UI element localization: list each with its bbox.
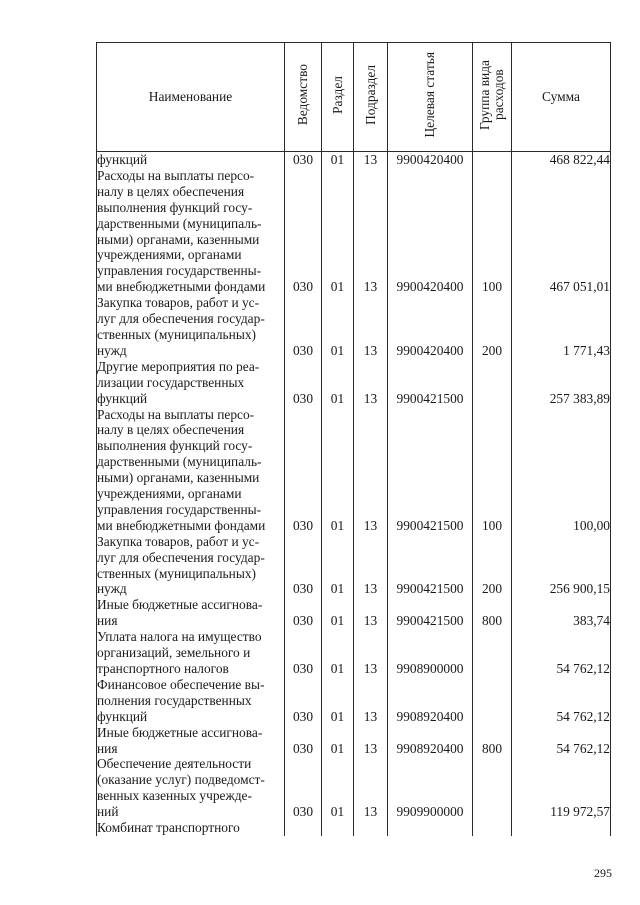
- row-expense-group: [473, 677, 512, 725]
- table-row: [97, 168, 611, 295]
- row-section: 01: [322, 756, 354, 820]
- row-department: 030: [285, 629, 322, 677]
- row-sum: 256 900,15: [512, 534, 611, 598]
- row-subsection: 13: [354, 152, 388, 168]
- table-row: [97, 359, 611, 407]
- row-sum: 100,00: [512, 407, 611, 534]
- row-target-article: 9900421500: [388, 534, 473, 598]
- row-target-article: 9900420400: [388, 168, 473, 295]
- row-department: 030: [285, 168, 322, 295]
- row-expense-group: 200: [473, 534, 512, 598]
- row-target-article: [388, 820, 473, 836]
- table-row: [97, 407, 611, 534]
- row-subsection: 13: [354, 168, 388, 295]
- table-row: [97, 152, 611, 168]
- row-section: 01: [322, 359, 354, 407]
- row-section: 01: [322, 534, 354, 598]
- row-expense-group: [473, 756, 512, 820]
- row-department: 030: [285, 407, 322, 534]
- row-department: 030: [285, 597, 322, 629]
- row-expense-group: [473, 629, 512, 677]
- row-target-article: 9900420400: [388, 295, 473, 359]
- row-subsection: [354, 820, 388, 836]
- row-section: 01: [322, 407, 354, 534]
- row-department: 030: [285, 756, 322, 820]
- row-name: Финансовое обеспечение вы- полнения государственных функций: [97, 677, 285, 725]
- row-name: Расходы на выплаты персо- налу в целях обеспечения выполнения функций госу- дарственными (муниципаль- ными) органами, казенными учреждениями, органами управления государственны- ми внебюджетными фондами: [97, 407, 285, 534]
- table-row: [97, 629, 611, 677]
- row-name: функций: [97, 152, 285, 168]
- row-name: Расходы на выплаты персо- налу в целях обеспечения выполнения функций госу- дарственными (муниципаль- ными) органами, казенными учреждениями, органами управления государственны- ми внебюджетными фондами: [97, 168, 285, 295]
- table-row: [97, 725, 611, 757]
- row-expense-group: 100: [473, 407, 512, 534]
- row-target-article: 9908900000: [388, 629, 473, 677]
- header-target-article: Целевая статья: [388, 43, 473, 152]
- row-target-article: 9900421500: [388, 359, 473, 407]
- row-subsection: 13: [354, 597, 388, 629]
- row-section: 01: [322, 168, 354, 295]
- row-subsection: 13: [354, 407, 388, 534]
- row-target-article: 9900421500: [388, 597, 473, 629]
- row-subsection: 13: [354, 677, 388, 725]
- row-sum: 54 762,12: [512, 629, 611, 677]
- row-subsection: 13: [354, 359, 388, 407]
- header-department: Ведомство: [285, 43, 322, 152]
- row-department: 030: [285, 534, 322, 598]
- row-section: 01: [322, 629, 354, 677]
- row-department: 030: [285, 295, 322, 359]
- row-sum: [512, 820, 611, 836]
- row-name: Закупка товаров, работ и ус- луг для обеспечения государ- ственных (муниципальных) нужд: [97, 534, 285, 598]
- row-subsection: 13: [354, 534, 388, 598]
- row-expense-group: 200: [473, 295, 512, 359]
- row-sum: 119 972,57: [512, 756, 611, 820]
- row-name: Комбинат транспортного: [97, 820, 285, 836]
- header-section: Раздел: [322, 43, 354, 152]
- budget-table: [96, 42, 611, 836]
- row-department: 030: [285, 359, 322, 407]
- row-expense-group: 100: [473, 168, 512, 295]
- row-expense-group: 800: [473, 597, 512, 629]
- table-row: [97, 820, 611, 836]
- row-sum: 467 051,01: [512, 168, 611, 295]
- row-expense-group: [473, 359, 512, 407]
- header-subsection: Подраздел: [354, 43, 388, 152]
- row-target-article: 9908920400: [388, 677, 473, 725]
- page-number: 295: [594, 866, 612, 880]
- table-header-row: [97, 43, 611, 152]
- row-sum: 54 762,12: [512, 677, 611, 725]
- table-row: [97, 534, 611, 598]
- row-section: [322, 820, 354, 836]
- row-section: 01: [322, 597, 354, 629]
- row-target-article: 9900421500: [388, 407, 473, 534]
- row-sum: 54 762,12: [512, 725, 611, 757]
- row-section: 01: [322, 725, 354, 757]
- table-body: [97, 152, 611, 836]
- row-name: Иные бюджетные ассигнова- ния: [97, 597, 285, 629]
- row-name: Иные бюджетные ассигнова- ния: [97, 725, 285, 757]
- table-row: [97, 295, 611, 359]
- row-expense-group: [473, 152, 512, 168]
- row-subsection: 13: [354, 629, 388, 677]
- header-name: Наименование: [97, 43, 285, 152]
- row-target-article: 9908920400: [388, 725, 473, 757]
- row-subsection: 13: [354, 725, 388, 757]
- row-department: 030: [285, 677, 322, 725]
- row-sum: 383,74: [512, 597, 611, 629]
- row-expense-group: 800: [473, 725, 512, 757]
- row-target-article: 9909900000: [388, 756, 473, 820]
- row-name: Другие мероприятия по реа- лизации государственных функций: [97, 359, 285, 407]
- row-section: 01: [322, 295, 354, 359]
- row-subsection: 13: [354, 756, 388, 820]
- table-row: [97, 597, 611, 629]
- row-name: Закупка товаров, работ и ус- луг для обеспечения государ- ственных (муниципальных) нужд: [97, 295, 285, 359]
- header-expense-group: Группа вида расходов: [473, 43, 512, 152]
- row-name: Уплата налога на имущество организаций, земельного и транспортного налогов: [97, 629, 285, 677]
- header-sum: Сумма: [512, 43, 611, 152]
- row-department: [285, 820, 322, 836]
- row-expense-group: [473, 820, 512, 836]
- row-sum: 1 771,43: [512, 295, 611, 359]
- row-target-article: 9900420400: [388, 152, 473, 168]
- row-subsection: 13: [354, 295, 388, 359]
- row-department: 030: [285, 725, 322, 757]
- row-name: Обеспечение деятельности (оказание услуг) подведомст- венных казенных учрежде- ний: [97, 756, 285, 820]
- row-section: 01: [322, 152, 354, 168]
- row-section: 01: [322, 677, 354, 725]
- table-row: [97, 756, 611, 820]
- row-department: 030: [285, 152, 322, 168]
- table-row: [97, 677, 611, 725]
- row-sum: 257 383,89: [512, 359, 611, 407]
- row-sum: 468 822,44: [512, 152, 611, 168]
